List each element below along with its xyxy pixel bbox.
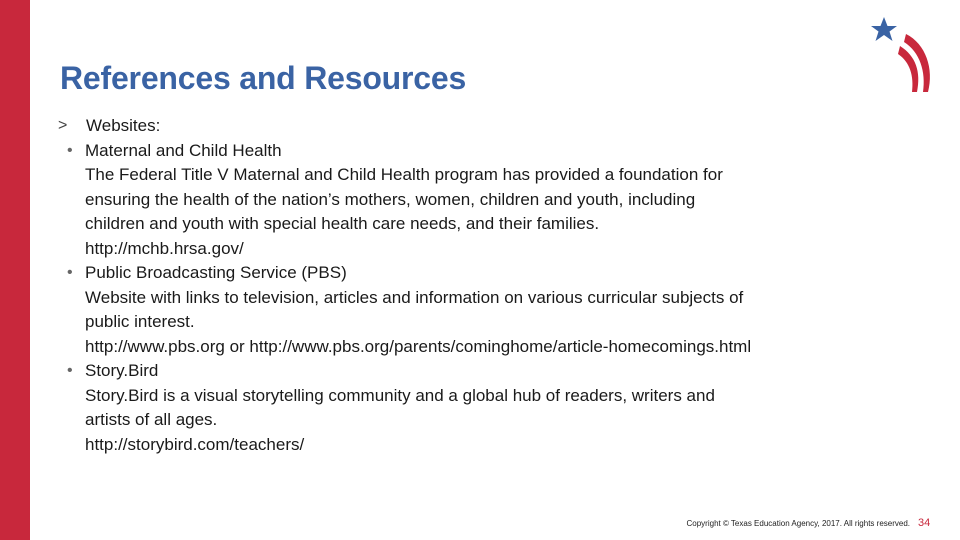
star-icon — [871, 17, 897, 41]
bullet-dot-icon: • — [67, 362, 73, 379]
websites-section — [58, 114, 918, 139]
page-title: References and Resources — [60, 60, 467, 96]
resource-description: ensuring the health of the nation’s mothers, women, children and youth, including — [85, 189, 696, 209]
list-item — [58, 139, 918, 262]
list-item — [58, 261, 918, 359]
left-accent-bar — [0, 0, 30, 540]
resource-description: Story.Bird is a visual storytelling community and a global hub of readers, writers and — [85, 385, 715, 405]
resource-name: Maternal and Child Health — [85, 140, 282, 160]
resource-description: children and youth with special health care needs, and their families. — [85, 214, 600, 233]
resource-list — [58, 139, 918, 458]
resource-name: Public Broadcasting Service (PBS) — [85, 263, 347, 282]
tea-star-flag-logo-icon — [866, 14, 936, 96]
resource-name: Story.Bird — [85, 361, 159, 380]
resource-description: artists of all ages. — [85, 410, 218, 429]
list-item — [58, 359, 918, 457]
resource-description: The Federal Title V Maternal and Child Health program has provided a foundation for — [85, 165, 723, 184]
bullet-dot-icon: • — [67, 264, 73, 281]
copyright-notice: Copyright © Texas Education Agency, 2017. All rights reserved. — [686, 519, 910, 528]
content-body — [58, 114, 918, 457]
page-number: 34 — [918, 517, 931, 529]
resource-link[interactable]: http://storybird.com/teachers/ — [85, 434, 305, 454]
resource-description: public interest. — [85, 312, 195, 331]
resource-link[interactable]: http://mchb.hrsa.gov/ — [85, 238, 244, 258]
flag-stripe-inner — [898, 46, 918, 92]
section-heading: Websites: — [86, 116, 161, 135]
resource-description: Website with links to television, articles and information on various curricular subjects of — [85, 287, 744, 307]
resource-link[interactable]: http://www.pbs.org or http://www.pbs.org/parents/cominghome/article-homecomings.html — [85, 336, 752, 356]
bullet-dot-icon: • — [67, 141, 73, 159]
bullet-marker-icon: > — [58, 117, 68, 134]
